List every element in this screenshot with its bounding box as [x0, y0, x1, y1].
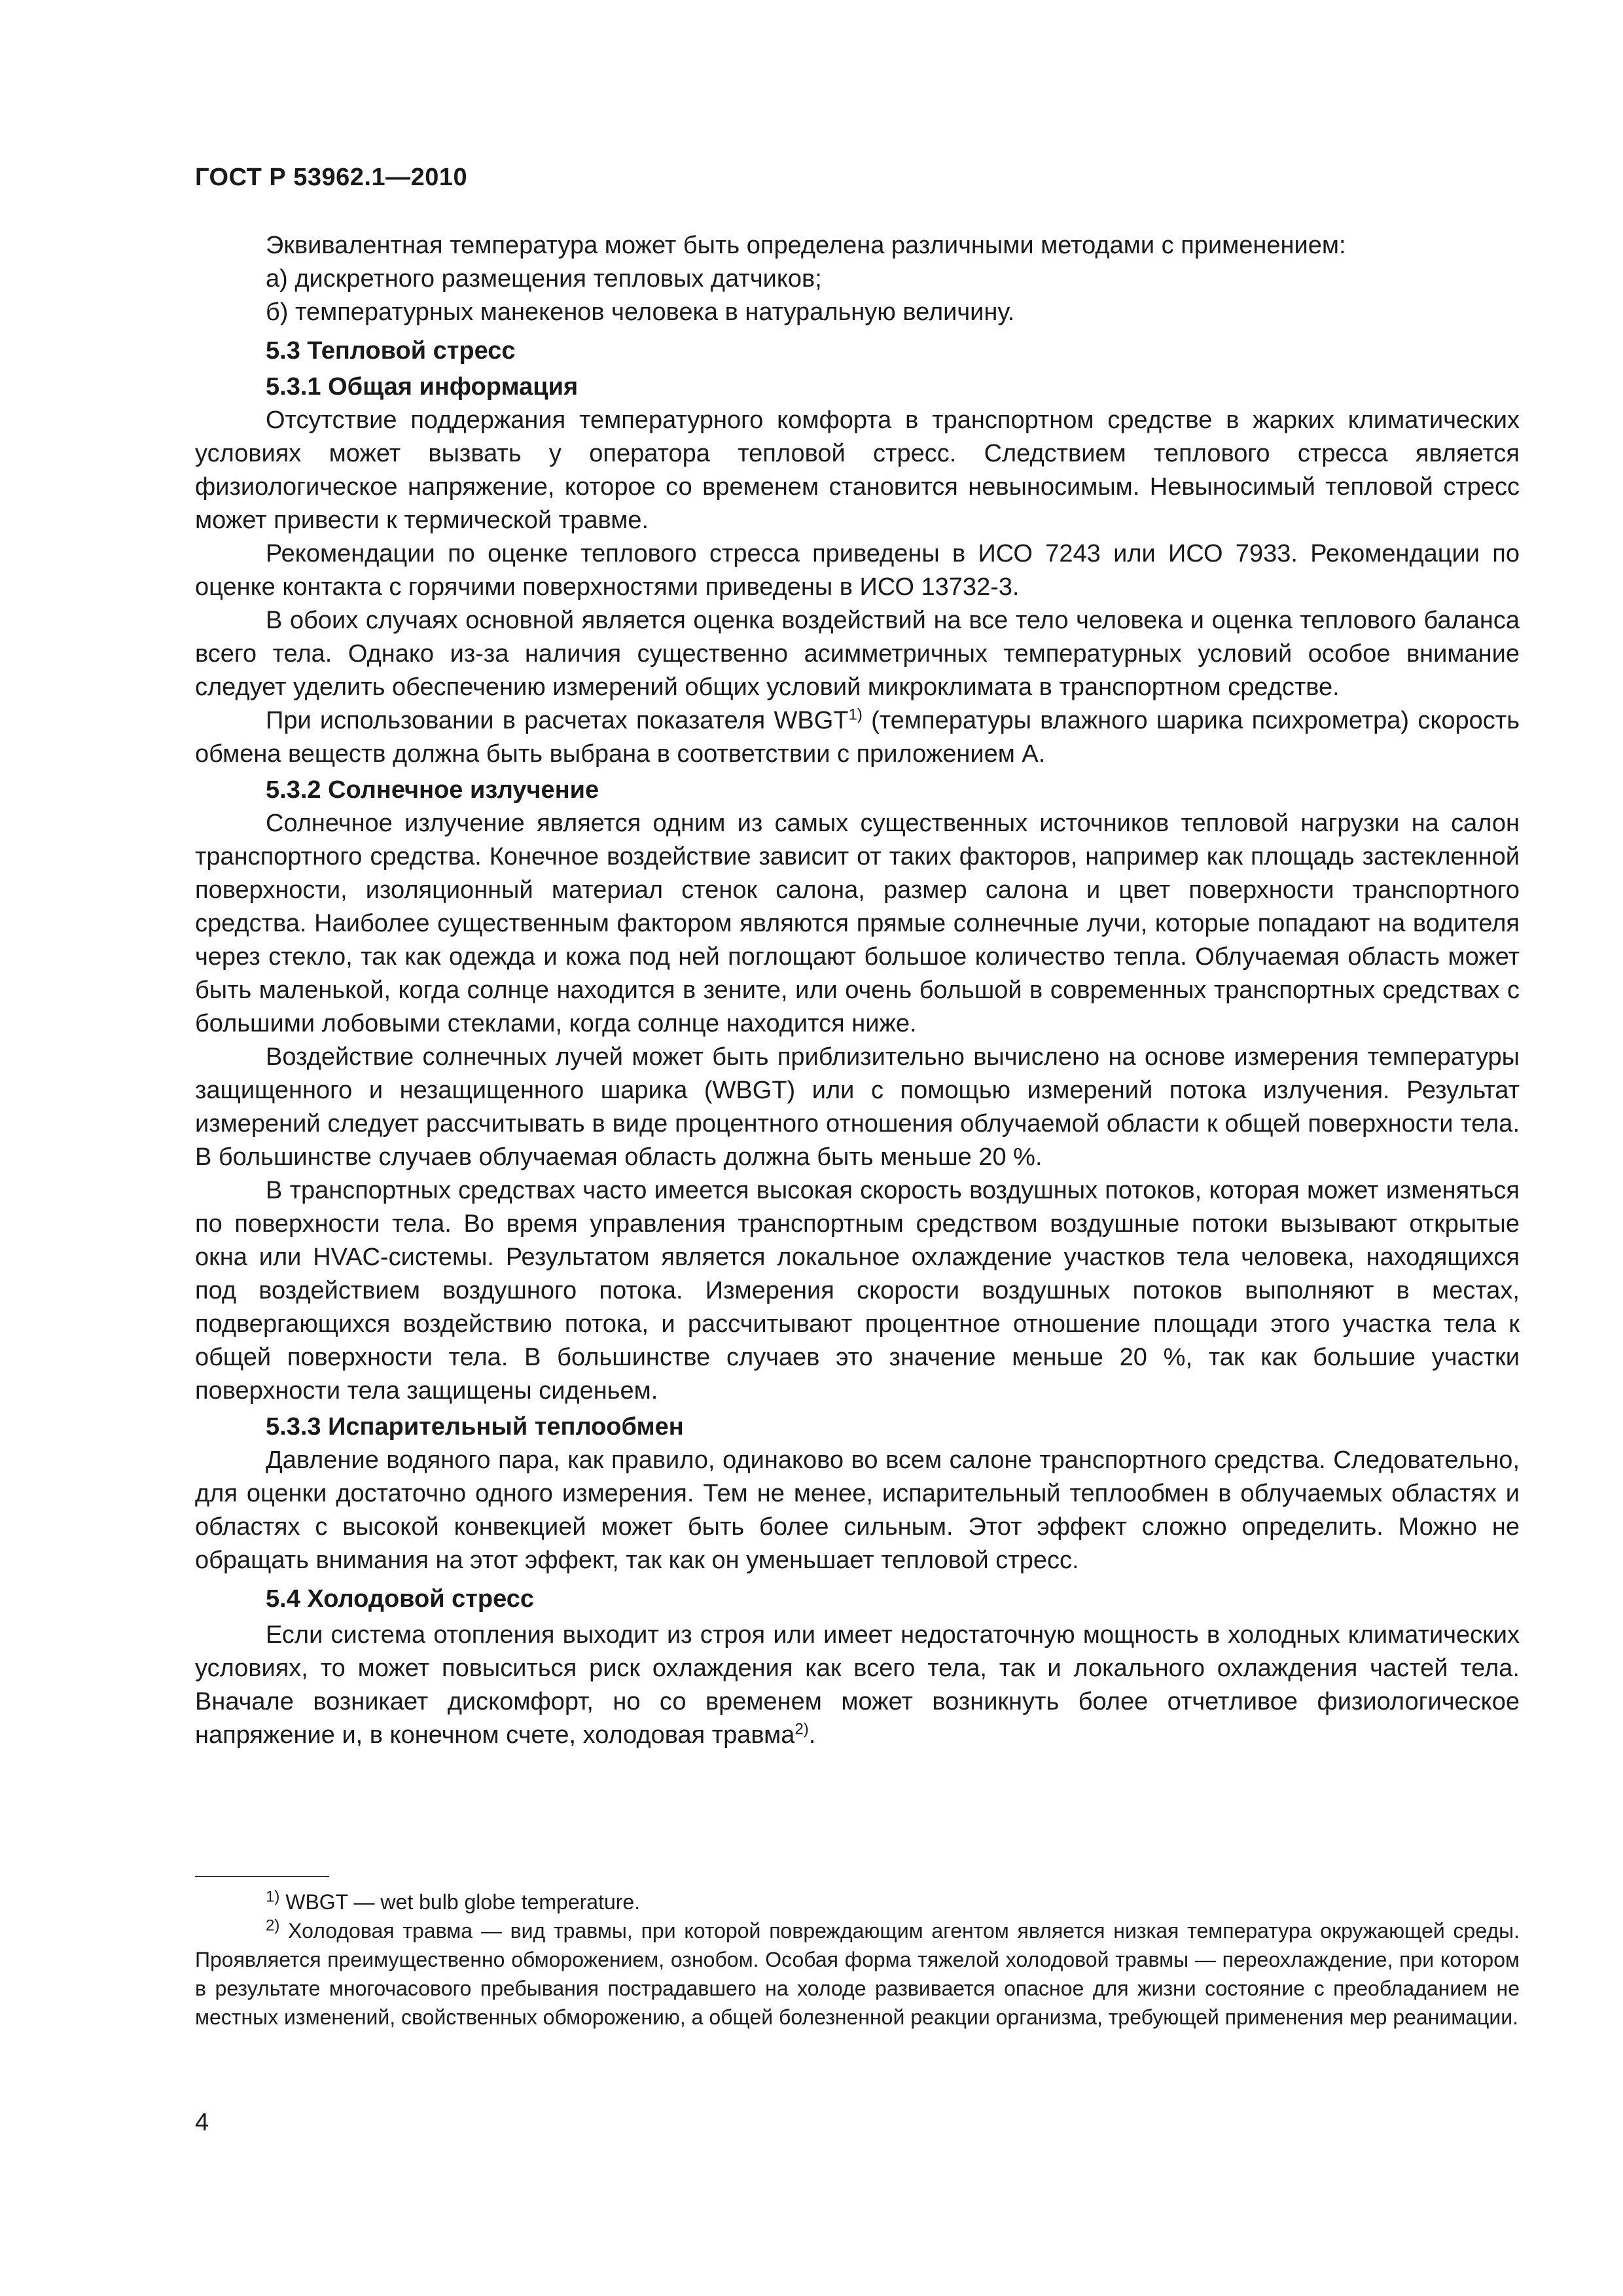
- paragraph-text: (температуры влажного шарика психрометра) скорость обмена веществ должна быть выбрана в соответствии с приложением А.: [195, 707, 1520, 768]
- paragraph-5-3-1-c: В обоих случаях основной является оценка воздействий на все тело человека и оценка теплового баланса всего тела. Однако из-за наличия существенно асимметричных температурных условий особое внимание следует уделить обеспечению измерений общих условий микроклимата в транспортном средстве.: [195, 607, 1520, 701]
- paragraph-5-3-1-b: Рекомендации по оценке теплового стресса приведены в ИСО 7243 или ИСО 7933. Рекомендации по оценке контакта с горячими поверхностями приведены в ИСО 13732-3.: [195, 540, 1520, 601]
- footnotes: [195, 1888, 1520, 2032]
- footnote-text: WBGT — wet bulb globe temperature.: [279, 1890, 641, 1914]
- footnote-1: [195, 1888, 1520, 1916]
- intro-paragraph: Эквивалентная температура может быть определена различными методами с применением:: [266, 232, 1346, 259]
- paragraph-text: При использовании в расчетах показателя WBGT: [266, 707, 849, 734]
- list-item-b: б) температурных манекенов человека в натуральную величину.: [266, 298, 1015, 326]
- paragraph-5-3-1-d: [195, 704, 1520, 771]
- footnote-ref-2[interactable]: 2): [794, 1720, 809, 1738]
- paragraph-5-3-1-a: Отсутствие поддержания температурного комфорта в транспортном средстве в жарких климатических условиях может вызвать у оператора тепловой стресс. Следствием теплового стресса является физиологическое напряжение, которое со временем становится невыносимым. Невыносимый тепловой стресс может привести к термической травме.: [195, 406, 1520, 534]
- section-5-3-1-title: 5.3.1 Общая информация: [266, 373, 579, 401]
- paragraph-5-3-2-c: В транспортных средствах часто имеется высокая скорость воздушных потоков, которая может изменяться по поверхности тела. Во время управления транспортным средством воздушные потоки вызывают открытые окна или HVAC-системы. Результатом является локальное охлаждение участков тела человека, находящихся под воздействием воздушного потока. Измерения скорости воздушных потоков выполняют в местах, подвергающихся воздействию потока, и рассчитывают процентное отношение площади этого участка тела к общей поверхности тела. В большинстве случаев это значение меньше 20 %, так как большие участки поверхности тела защищены сиденьем.: [195, 1177, 1520, 1405]
- page-number: 4: [195, 2109, 209, 2136]
- paragraph-text: Если система отопления выходит из строя или имеет недостаточную мощность в холодных климатических условиях, то может повыситься риск охлаждения как всего тела, так и локального охлаждения частей тела. Вначале возникает дискомфорт, но со временем может возникнуть более отчетливое физиологическое напряжение и, в конечном счете, холодовая травма: [195, 1621, 1520, 1749]
- footnote-mark-1: 1): [266, 1888, 280, 1906]
- list-item-a: а) дискретного размещения тепловых датчиков;: [266, 265, 822, 293]
- paragraph-5-3-2-b: Воздействие солнечных лучей может быть приблизительно вычислено на основе измерения температуры защищенного и незащищенного шарика (WBGT) или с помощью измерений потока излучения. Результат измерений следует рассчитывать в виде процентного отношения облучаемой области к общей поверхности тела. В большинстве случаев облучаемая область должна быть меньше 20 %.: [195, 1043, 1520, 1171]
- section-5-4-title: 5.4 Холодовой стресс: [266, 1585, 535, 1613]
- document-header: ГОСТ Р 53962.1—2010: [195, 164, 468, 191]
- document-body: [195, 229, 1520, 1752]
- footnote-mark-2: 2): [266, 1916, 280, 1935]
- section-5-3-2-title: 5.3.2 Солнечное излучение: [266, 776, 599, 804]
- section-5-3-3-title: 5.3.3 Испарительный теплообмен: [266, 1413, 684, 1441]
- section-5-3-title: 5.3 Тепловой стресс: [266, 337, 516, 365]
- footnote-text: Холодовая травма — вид травмы, при которой повреждающим агентом является низкая температура окружающей среды. Проявляется преимущественно обморожением, ознобом. Особая форма тяжелой холодовой травмы — переохлаждение, при котором в результате многочасового пребывания пострадавшего на холоде развивается опасное для жизни состояние с преобладанием не местных изменений, свойственных обморожению, а общей болезненной реакции организма, требующей применения мер реанимации.: [195, 1919, 1520, 2029]
- paragraph-text: .: [808, 1721, 816, 1749]
- paragraph-5-3-2-a: Солнечное излучение является одним из самых существенных источников тепловой нагрузки на салон транспортного средства. Конечное воздействие зависит от таких факторов, например как площадь застекленной поверхности, изоляционный материал стенок салона, размер салона и цвет поверхности транспортного средства. Наиболее существенным фактором являются прямые солнечные лучи, которые попадают на водителя через стекло, так как одежда и кожа под ней поглощают большое количество тепла. Облучаемая область может быть маленькой, когда солнце находится в зените, или очень большой в современных транспортных средствах с большими лобовыми стеклами, когда солнце находится ниже.: [195, 810, 1520, 1037]
- paragraph-5-3-3-a: Давление водяного пара, как правило, одинаково во всем салоне транспортного средства. Следовательно, для оценки достаточно одного измерения. Тем не менее, испарительный теплообмен в облучаемых областях и областях с высокой конвекцией может быть более сильным. Этот эффект сложно определить. Можно не обращать внимания на этот эффект, так как он уменьшает тепловой стресс.: [195, 1446, 1520, 1574]
- footnote-divider: [195, 1876, 329, 1877]
- footnote-2: [195, 1916, 1520, 2032]
- paragraph-5-4-a: [195, 1619, 1520, 1752]
- footnote-ref-1[interactable]: 1): [848, 706, 863, 724]
